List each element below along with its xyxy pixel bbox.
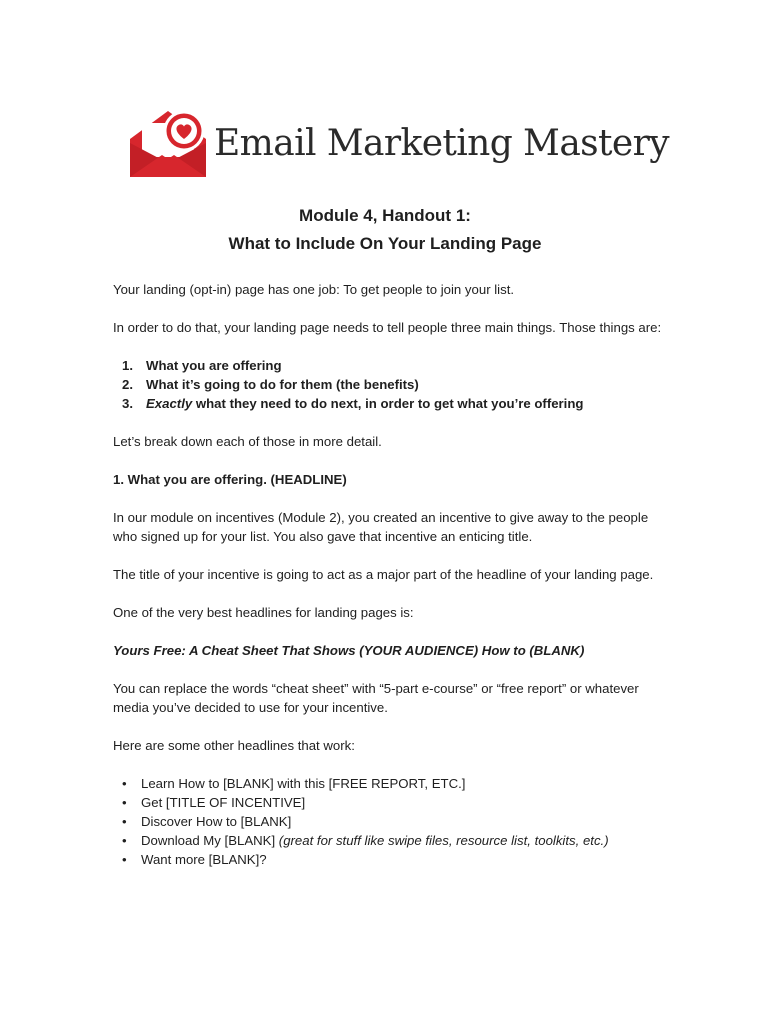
handout-title: Module 4, Handout 1: <box>299 206 471 225</box>
list-number: 1. <box>122 358 133 373</box>
list-item <box>113 812 673 831</box>
section-paragraph-5: Here are some other headlines that work: <box>113 738 355 753</box>
list-item-note: (great for stuff like swipe files, resource list, toolkits, etc.) <box>278 833 609 848</box>
main-things-list <box>113 356 673 413</box>
list-item <box>113 850 673 869</box>
list-item-text: Discover How to [BLANK] <box>141 814 292 829</box>
logo <box>128 100 669 182</box>
handout-subtitle: What to Include On Your Landing Page <box>228 234 542 253</box>
section-paragraph-3: One of the very best headlines for landing pages is: <box>113 605 414 620</box>
list-number: 2. <box>122 377 133 392</box>
list-item <box>113 394 673 413</box>
breakdown-paragraph: Let’s break down each of those in more detail. <box>113 434 382 449</box>
logo-wordmark: Email Marketing Mastery <box>214 122 669 164</box>
list-item-text: Want more [BLANK]? <box>141 852 267 867</box>
bullet-icon: • <box>122 795 127 810</box>
list-item-text: Learn How to [BLANK] with this [FREE REPORT, ETC.] <box>141 776 466 791</box>
envelope-heart-icon <box>128 101 208 181</box>
list-item-text: What it’s going to do for them (the benefits) <box>146 377 419 392</box>
list-item-text: what they need to do next, in order to get what you’re offering <box>192 396 584 411</box>
section-heading: 1. What you are offering. (HEADLINE) <box>113 472 347 487</box>
list-item-text: What you are offering <box>146 358 282 373</box>
list-item <box>113 375 673 394</box>
section-paragraph-2: The title of your incentive is going to act as a major part of the headline of your landing page. <box>113 567 654 582</box>
headlines-list <box>113 774 673 869</box>
list-item-text: Get [TITLE OF INCENTIVE] <box>141 795 306 810</box>
list-number: 3. <box>122 396 133 411</box>
list-item-emphasis: Exactly <box>146 396 193 411</box>
list-item-text: Download My [BLANK] <box>141 833 279 848</box>
bullet-icon: • <box>122 776 127 791</box>
list-item <box>113 831 673 850</box>
bullet-icon: • <box>122 833 127 848</box>
intro-paragraph-1: Your landing (opt-in) page has one job: To get people to join your list. <box>113 282 515 297</box>
list-item <box>113 793 673 812</box>
list-item <box>113 774 673 793</box>
intro-paragraph-2: In order to do that, your landing page needs to tell people three main things. Those things are: <box>113 320 662 335</box>
list-item <box>113 356 673 375</box>
section-paragraph-1: In our module on incentives (Module 2), you created an incentive to give away to the people who signed up for your list. You also gave that incentive an enticing title. <box>113 510 649 544</box>
bullet-icon: • <box>122 852 127 867</box>
handout-body <box>113 280 673 869</box>
section-paragraph-4: You can replace the words “cheat sheet” with “5-part e-course” or “free report” or whatever media you’ve decided to use for your incentive. <box>113 681 639 715</box>
headline-example: Yours Free: A Cheat Sheet That Shows (YOUR AUDIENCE) How to (BLANK) <box>113 643 585 658</box>
bullet-icon: • <box>122 814 127 829</box>
